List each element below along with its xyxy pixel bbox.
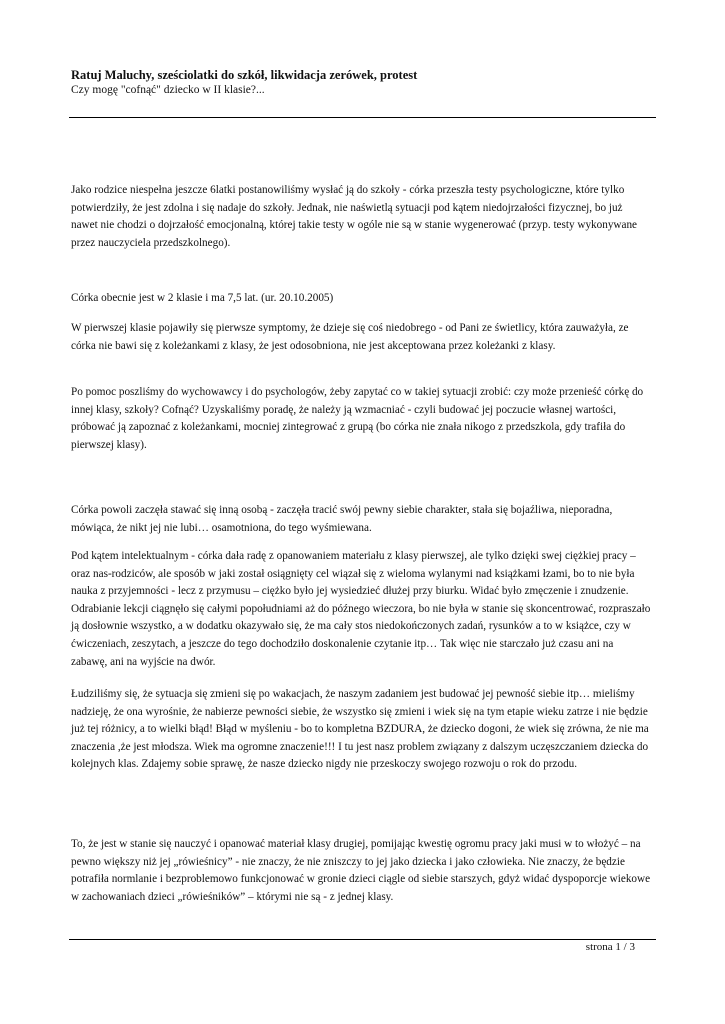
paragraph-8: To, że jest w stanie się nauczyć i opanować materiał klasy drugiej, pomijając kwestię ogromu pracy jaki musi w to włożyć – na pewno większy niż jej „rówieśnicy” - nie znaczy, że nie zniszczy to jej jako dziecka i jako człowieka. Nie znaczy, że będzie potrafiła normlanie i bezproblemowo funkcjonować w gronie dzieci ciągle od siebie starszych, gdyż widać dyspoporcje wiekowe w zachowaniach dzieci „rówieśników” – którymi nie są - z jednej klasy. [71,838,651,903]
paragraph-2: Córka obecnie jest w 2 klasie i ma 7,5 lat. (ur. 20.10.2005) [71,292,334,304]
paragraph-6: Pod kątem intelektualnym - córka dała radę z opanowaniem materiału z klasy pierwszej, ale tylko dzięki swej ciężkiej pracy – oraz nas-rodziców, ale sposób w jaki został osiągnięty cel wiązał się z wieloma wylanymi nad książkami łzami, bo to nie była nauka z przyjemności - lecz z przymusu – ciężko było jej wysiedzieć dłużej przy biurku. Widać było zmęczenie i znudzenie. Odrabianie lekcji ciągnęło się całymi popołudniami aż do późnego wieczora, bo nie była w stanie się skoncentrować, rozpraszało ją dosłownie wszystko, a w dodatku okazywało się, że ma cały stos niedokończonych zadań, rysunków a to w książce, czy w ćwiczeniach, zeszytach, a jeszcze do tego dochodziło doskonalenie czytanie itp… Tak więc nie starczało już czasu ani na zabawę, ani na wyjście na dwór. [71,550,651,668]
paragraph-1: Jako rodzice niespełna jeszcze 6latki postanowiliśmy wysłać ją do szkoły - córka przeszła testy psychologiczne, które tylko potwierdziły, że jest zdolna i się nadaje do szkoły. Jednak, nie naświetlą sytuacji pod kątem niedojrzałości fizycznej, bo już nawet nie chodzi o dojrzałość emocjonalną, której takie testy w ogóle nie są w stanie wygenerować (przyp. testy wykonywane przez nauczyciela przedszkolnego). [71,184,638,249]
header-divider [69,117,656,118]
paragraph-3: W pierwszej klasie pojawiły się pierwsze symptomy, że dzieje się coś niedobrego - od Pani ze świetlicy, która zauważyła, ze córka nie bawi się z koleżankami z klasy, że jest odosobniona, nie jest akceptowana przez koleżanki z klasy. [71,322,629,352]
page-number: strona 1 / 3 [585,941,635,953]
footer-divider [69,939,656,940]
paragraph-7: Łudziliśmy się, że sytuacja się zmieni się po wakacjach, że naszym zadaniem jest budować jej pewność siebie itp… mieliśmy nadzieję, że ona wyrośnie, że nabierze pewności siebie, że wszystko się zmieni i wiek się na tym etapie wieku zatrze i nie będzie już tej różnicy, a to wielki błąd! Błąd w myśleniu - bo to kompletna BZDURA, że dziecko dogoni, że wiek się zrówna, że nie ma znaczenia ,że jest młodsza. Wiek ma ogromne znaczenie!!! I tu jest nasz problem związany z dalszym uczęszczaniem dziecka do kolejnych klas. Zdajemy sobie sprawę, że nasze dziecko nigdy nie przeskoczy swojego rozwoju o rok do przodu. [71,688,649,771]
paragraph-4: Po pomoc poszliśmy do wychowawcy i do psychologów, żeby zapytać co w takiej sytuacji zrobić: czy może przenieść córkę do innej klasy, szkoły? Cofnąć? Uzyskaliśmy poradę, że należy ją wzmacniać - czyli budować jej poczucie własnej wartości, próbować ją zapoznać z koleżankami, mocniej zintegrować z grupą (bo córka nie znała nikogo z przedszkola, gdy trafiła do pierwszej klasy). [71,386,644,451]
paragraph-5: Córka powoli zaczęła stawać się inną osobą - zaczęła tracić swój pewny siebie charakter, stała się bojaźliwa, nieporadna, mówiąca, że nikt jej nie lubi… osamotniona, do tego wyśmiewana. [71,504,613,534]
document-subtitle: Czy mogę "cofnąć" dziecko w II klasie?... [71,84,265,96]
document-title: Ratuj Maluchy, sześciolatki do szkół, likwidacja zerówek, protest [71,68,418,82]
